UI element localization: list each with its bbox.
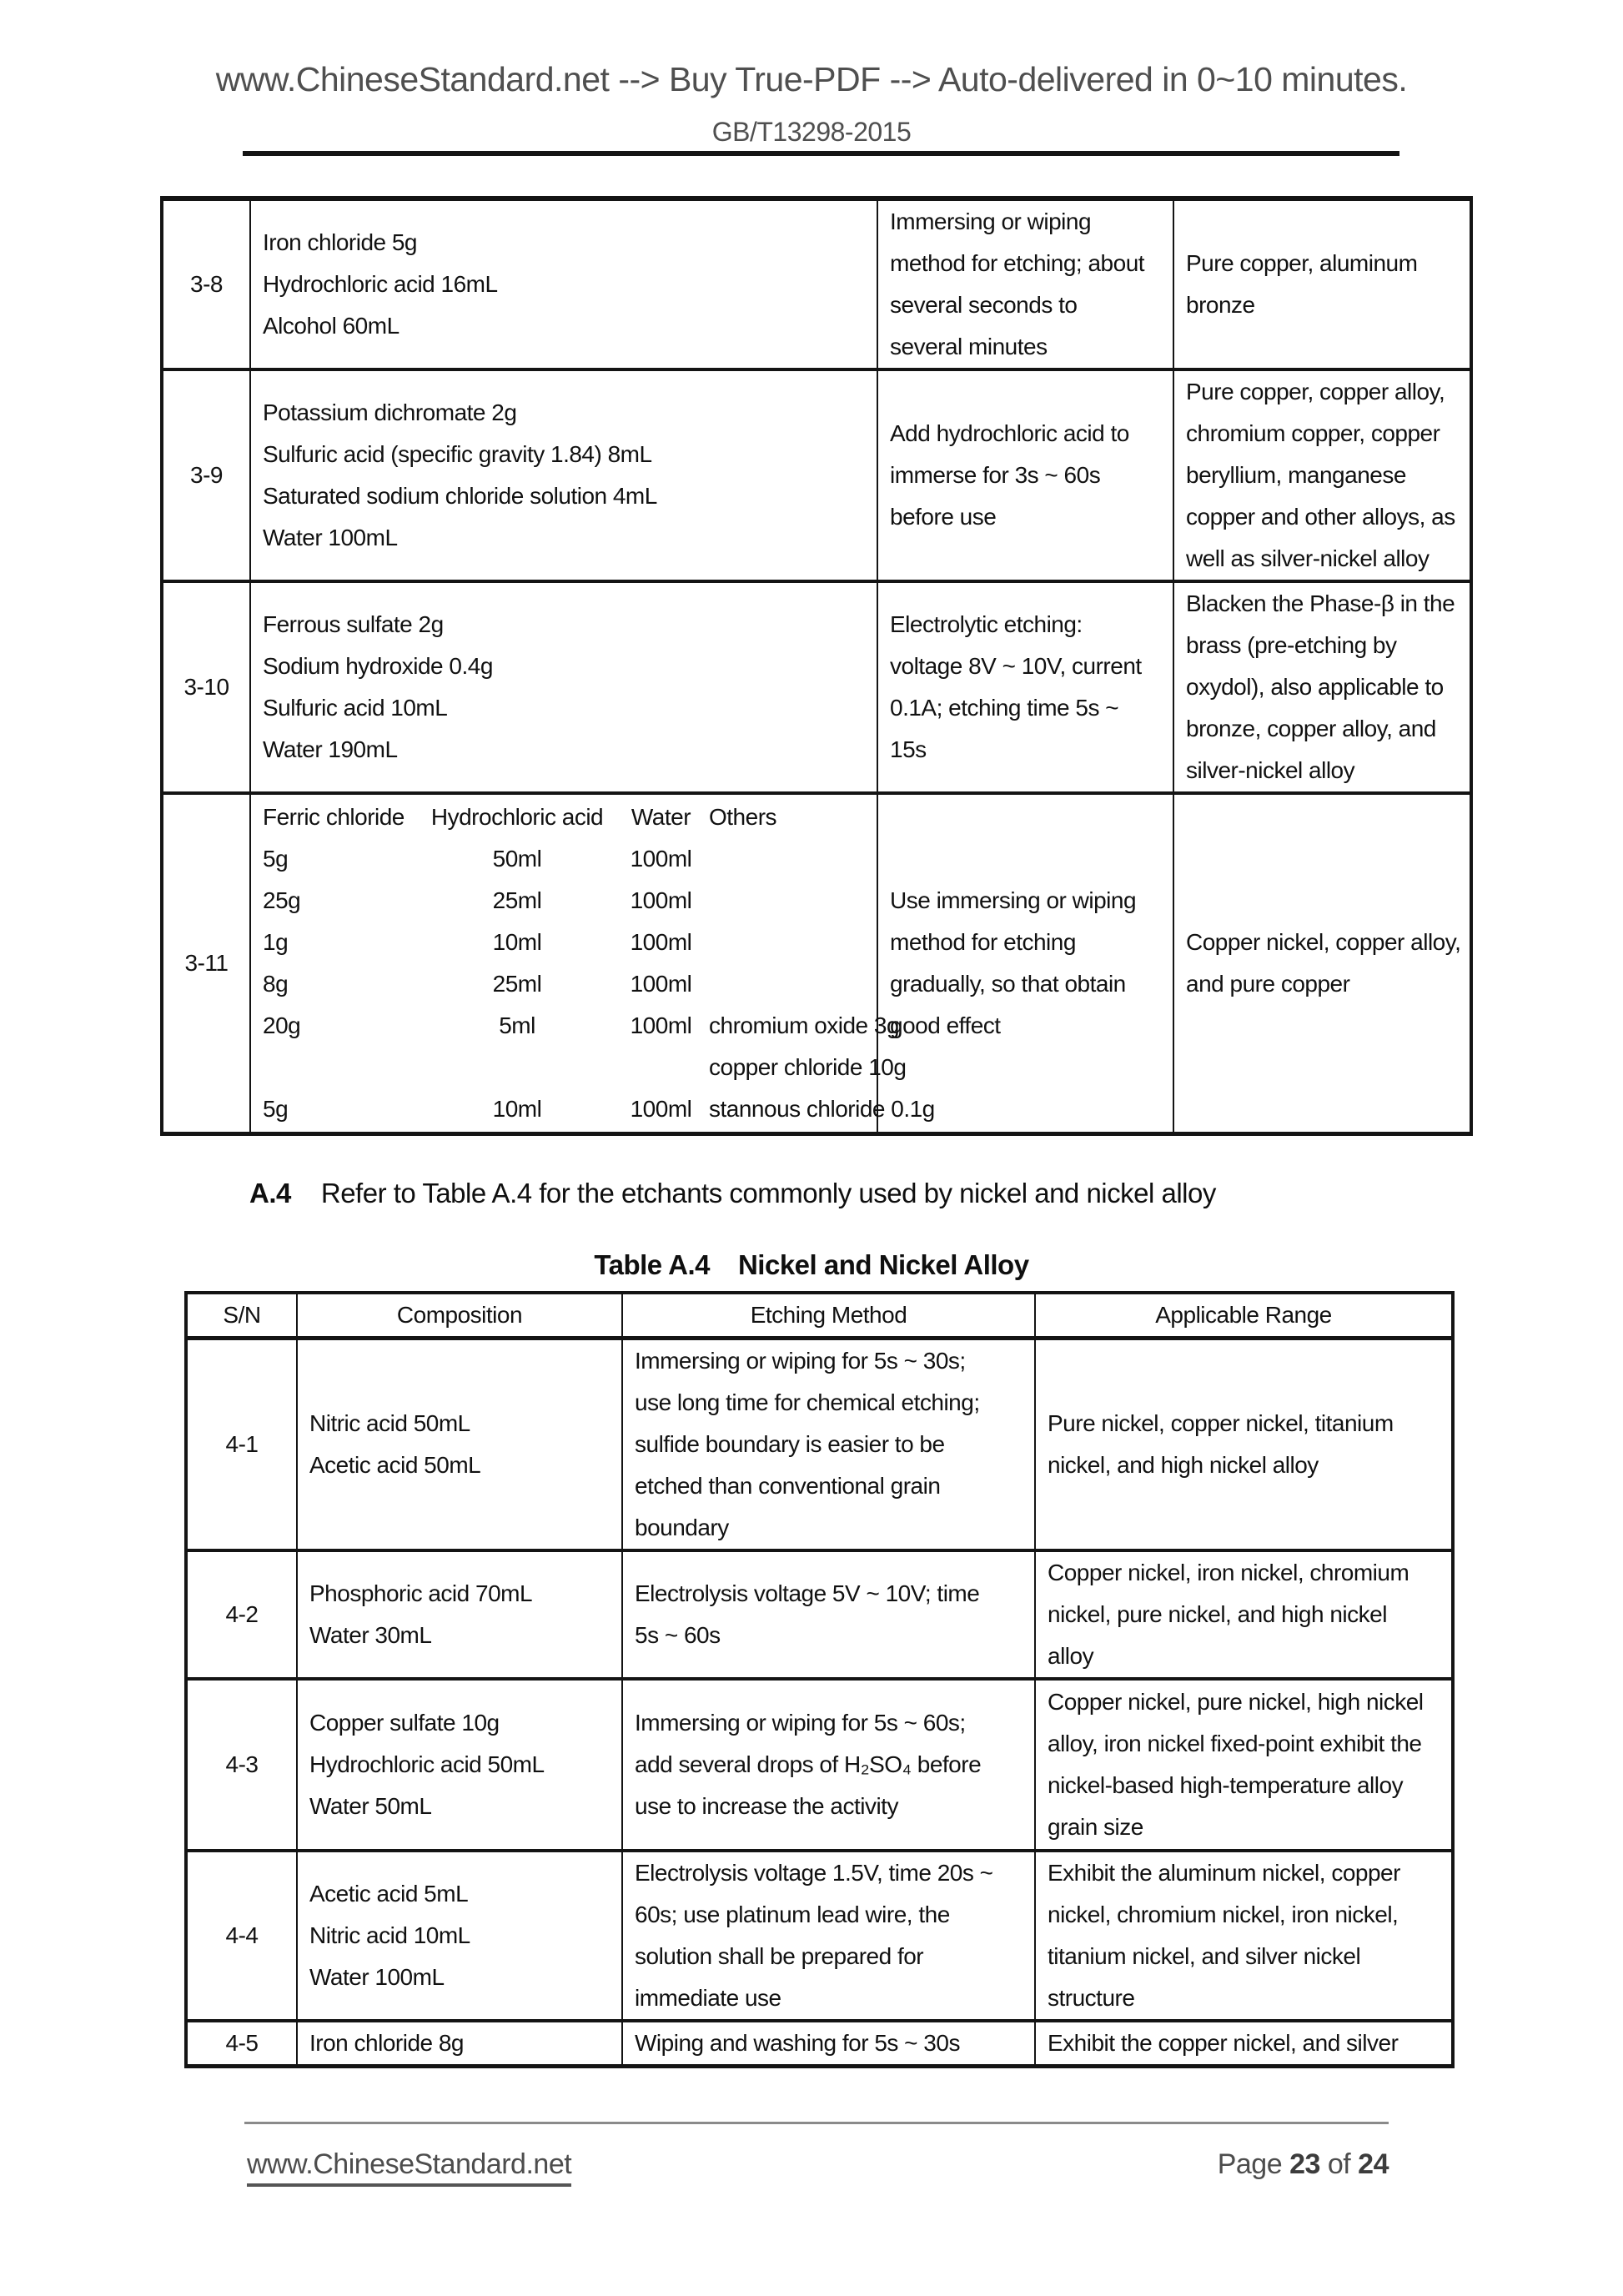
subtable-header: Water (631, 803, 691, 830)
cell-sn: 3-8 (162, 198, 250, 369)
cell-composition: Phosphoric acid 70mL Water 30mL (297, 1550, 622, 1679)
subtable-body (263, 838, 935, 1130)
cell-applicable-range: Exhibit the aluminum nickel, copper nickel, chromium nickel, iron nickel, titanium nickel, and silver nickel structure (1035, 1851, 1453, 2021)
table-row-3-11 (162, 793, 1471, 1133)
subtable-cell (613, 1047, 709, 1088)
cell-composition: Copper sulfate 10g Hydrochloric acid 50mL Water 50mL (297, 1679, 622, 1851)
cell-sn: 3-10 (162, 581, 250, 793)
subtable-row (263, 1047, 907, 1088)
footer-site-link[interactable]: www.ChineseStandard.net (247, 2148, 571, 2187)
subtable-cell: 5ml (499, 1012, 535, 1038)
cell-etching-method: Immersing or wiping method for etching; about several seconds to several minutes (877, 198, 1173, 369)
cell-sn: 4-5 (186, 2021, 297, 2067)
subtable-header-row (263, 796, 865, 838)
subtable-cell (709, 922, 865, 963)
subtable-cell: chromium oxide 3g (709, 1012, 900, 1038)
table-row-4-5 (186, 2021, 1453, 2067)
cell-sn: 3-11 (162, 793, 250, 1133)
table-row-3-8 (162, 198, 1471, 369)
cell-etching-method: Immersing or wiping for 5s ~ 30s; use long time for chemical etching; sulfide boundary is easier to be etched than conventional grain boundary (622, 1339, 1035, 1551)
subtable-cell: 100ml (630, 1095, 692, 1122)
section-number: A.4 (249, 1178, 291, 1208)
table-row-4-3 (186, 1679, 1453, 1851)
subtable-row (263, 922, 865, 963)
subtable-cell: 100ml (630, 1012, 692, 1038)
table-row-3-9 (162, 369, 1471, 581)
subtable-cell: 100ml (630, 887, 692, 913)
cell-sn: 4-2 (186, 1550, 297, 1679)
subtable-cell: 8g (263, 970, 289, 997)
cell-applicable-range: Blacken the Phase-β in the brass (pre-etching by oxydol), also applicable to bronze, copper alloy, and silver-nickel alloy (1173, 581, 1471, 793)
subtable-cell (421, 1047, 613, 1088)
cell-etching-method: Electrolytic etching: voltage 8V ~ 10V, current 0.1A; etching time 5s ~ 15s (877, 581, 1173, 793)
cell-etching-method: Electrolysis voltage 1.5V, time 20s ~ 60s; use platinum lead wire, the solution shall be prepared for immediate use (622, 1851, 1035, 2021)
cell-applicable-range: Pure nickel, copper nickel, titanium nickel, and high nickel alloy (1035, 1339, 1453, 1551)
subtable-cell: 10ml (492, 928, 542, 955)
cell-applicable-range: Copper nickel, iron nickel, chromium nickel, pure nickel, and high nickel alloy (1035, 1550, 1453, 1679)
cell-composition: Nitric acid 50mL Acetic acid 50mL (297, 1339, 622, 1551)
subtable-row (263, 963, 865, 1005)
table-row-4-2 (186, 1550, 1453, 1679)
cell-composition: Iron chloride 8g (297, 2021, 622, 2067)
cell-composition: Acetic acid 5mL Nitric acid 10mL Water 100mL (297, 1851, 622, 2021)
caption-title: Nickel and Nickel Alloy (737, 1249, 1029, 1280)
column-header-applicable-range: Applicable Range (1035, 1293, 1453, 1339)
page-total: 24 (1358, 2148, 1389, 2180)
footer-rule (244, 2122, 1389, 2124)
section-heading-a4 (249, 1178, 1216, 1209)
subtable-cell: 100ml (630, 845, 692, 872)
subtable-cell: 100ml (630, 928, 692, 955)
cell-sn: 4-1 (186, 1339, 297, 1551)
subtable-row (263, 1005, 900, 1047)
subtable-cell: stannous chloride 0.1g (709, 1095, 935, 1122)
cell-applicable-range: Pure copper, aluminum bronze (1173, 198, 1471, 369)
cell-etching-method: Wiping and washing for 5s ~ 30s (622, 2021, 1035, 2067)
cell-etching-method: Add hydrochloric acid to immerse for 3s ~ 60s before use (877, 369, 1173, 581)
subtable-row (263, 880, 865, 922)
table-header-row (186, 1293, 1453, 1339)
table-row-4-1 (186, 1339, 1453, 1551)
page-indicator (1218, 2148, 1389, 2181)
subtable-row (263, 1088, 935, 1130)
cell-sn: 4-3 (186, 1679, 297, 1851)
column-header-etching-method: Etching Method (622, 1293, 1035, 1339)
section-text: Refer to Table A.4 for the etchants commonly used by nickel and nickel alloy (320, 1178, 1216, 1208)
cell-composition: Ferrous sulfate 2g Sodium hydroxide 0.4g Sulfuric acid 10mL Water 190mL (250, 581, 877, 793)
subtable-cell: 1g (263, 928, 289, 955)
cell-applicable-range: Copper nickel, copper alloy, and pure copper (1173, 793, 1471, 1133)
cell-applicable-range: Pure copper, copper alloy, chromium copper, copper beryllium, manganese copper and other alloys, as well as silver-nickel alloy (1173, 369, 1471, 581)
cell-sn: 4-4 (186, 1851, 297, 2021)
subtable-cell: 100ml (630, 970, 692, 997)
subtable-cell (709, 838, 865, 880)
subtable-cell: 25g (263, 887, 301, 913)
subtable-cell (263, 1047, 421, 1088)
subtable-row (263, 838, 865, 880)
caption-label: Table A.4 (594, 1249, 710, 1280)
cell-etching-method: Use immersing or wiping method for etching gradually, so that obtain good effect (877, 793, 1173, 1133)
subtable-cell: 25ml (492, 970, 542, 997)
cell-applicable-range: Exhibit the copper nickel, and silver (1035, 2021, 1453, 2067)
subtable-cell: 5g (263, 845, 289, 872)
table-a4-caption (0, 1249, 1623, 1281)
subtable-cell: 50ml (492, 845, 542, 872)
document-number: GB/T13298-2015 (711, 117, 912, 147)
subtable-cell (709, 880, 865, 922)
page-of: of (1327, 2148, 1351, 2180)
cell-composition (250, 793, 935, 1133)
subtable-header: Hydrochloric acid (430, 803, 604, 830)
page-label: Page (1217, 2148, 1283, 2180)
table-row-3-10 (162, 581, 1471, 793)
cell-composition: Iron chloride 5g Hydrochloric acid 16mL Alcohol 60mL (250, 198, 877, 369)
cell-applicable-range: Copper nickel, pure nickel, high nickel alloy, iron nickel fixed-point exhibit the nickel-based high-temperature alloy grain size (1035, 1679, 1453, 1851)
subtable-cell: copper chloride 10g (709, 1053, 907, 1080)
subtable-header: Others (709, 803, 777, 830)
cell-etching-method: Immersing or wiping for 5s ~ 60s; add several drops of H₂SO₄ before use to increase the activity (622, 1679, 1035, 1851)
subtable-cell: 10ml (492, 1095, 542, 1122)
subtable-cell: 20g (263, 1012, 301, 1038)
cell-composition: Potassium dichromate 2g Sulfuric acid (specific gravity 1.84) 8mL Saturated sodium chloride solution 4mL Water 100mL (250, 369, 877, 581)
column-header-sn: S/N (186, 1293, 297, 1339)
header-banner: www.ChineseStandard.net --> Buy True-PDF --> Auto-delivered in 0~10 minutes. (215, 60, 1408, 98)
cell-etching-method: Electrolysis voltage 5V ~ 10V; time 5s ~ 60s (622, 1550, 1035, 1679)
page-current: 23 (1289, 2148, 1320, 2180)
cell-sn: 3-9 (162, 369, 250, 581)
table-a4 (184, 1291, 1455, 2068)
composition-subtable (263, 796, 935, 1130)
column-header-composition: Composition (297, 1293, 622, 1339)
subtable-cell: 25ml (492, 887, 542, 913)
subtable-cell: 5g (263, 1095, 289, 1122)
table-row-4-4 (186, 1851, 1453, 2021)
subtable-cell (709, 963, 865, 1005)
table-a3-continued (160, 196, 1473, 1136)
subtable-header: Ferric chloride (263, 803, 404, 830)
header-rule (243, 151, 1399, 156)
